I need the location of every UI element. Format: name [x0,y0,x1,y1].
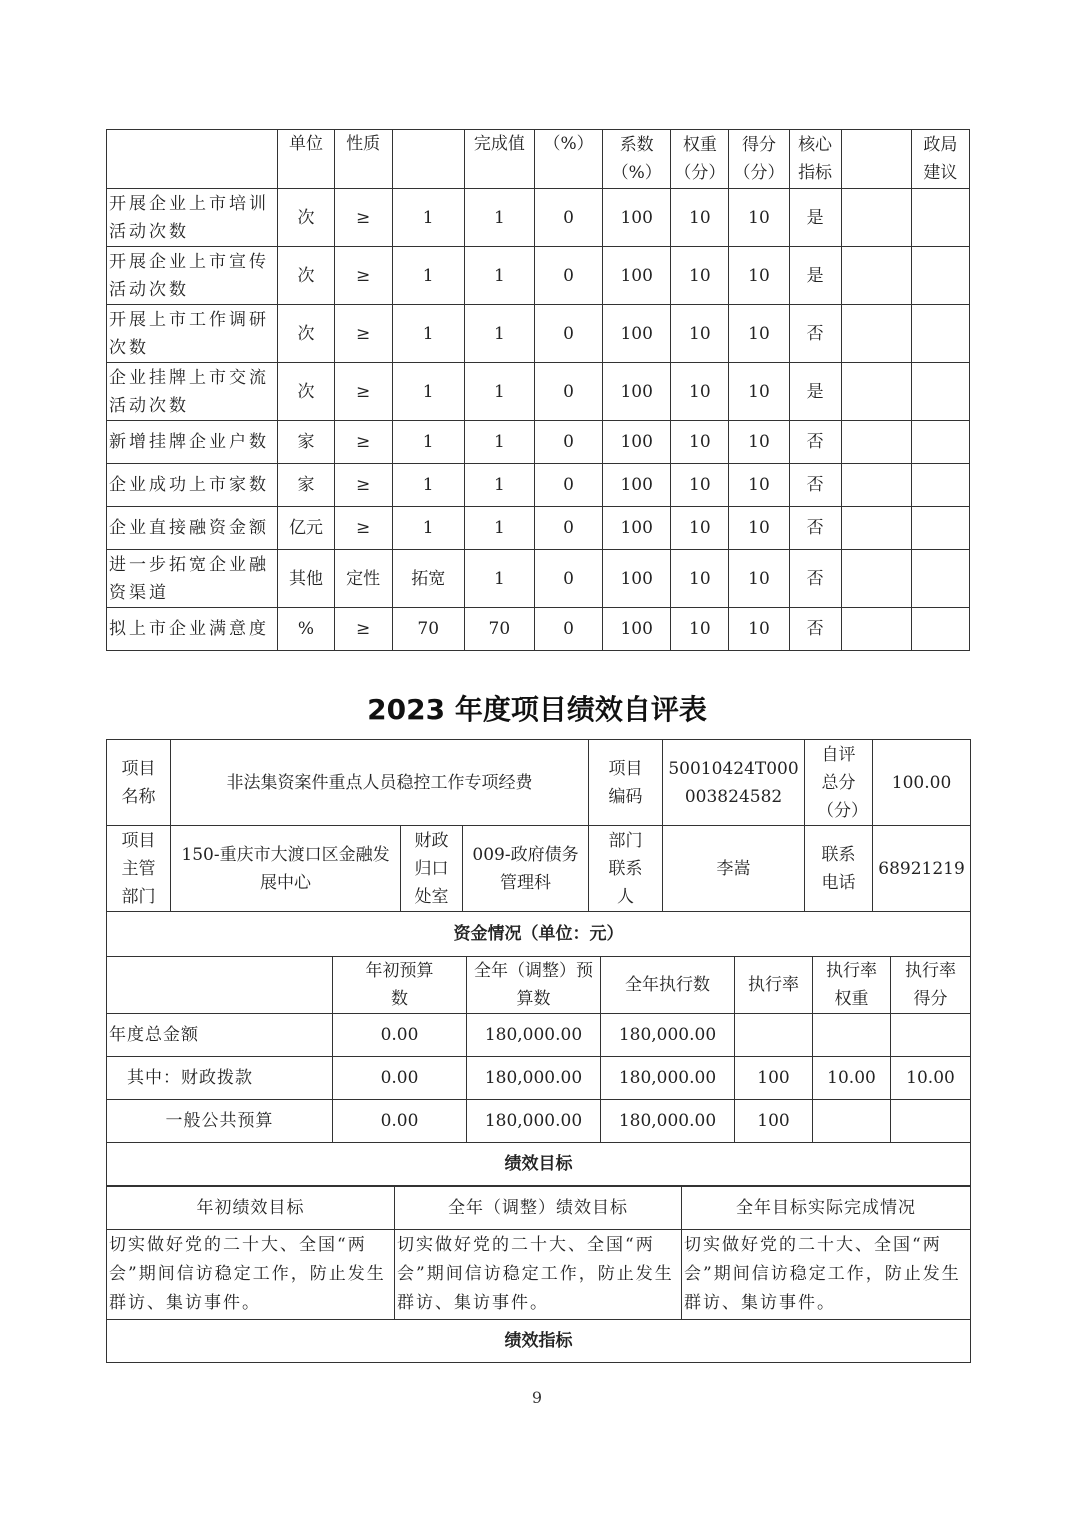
header-advice [911,130,969,189]
empty-cell [911,363,969,421]
unit-cell: 次 [278,189,334,247]
deviation-cell: 0 [534,189,602,247]
core-cell: 否 [789,550,841,608]
indicator-row [107,550,970,608]
weight-cell: 10 [671,363,729,421]
indicator-rows [107,189,970,651]
dept-label: 项目主管部门 [107,826,171,912]
indicator-table [106,129,970,651]
funds-executed: 180,000.00 [601,1100,735,1143]
header-weight-line2: （分） [674,163,726,183]
header-unit: 单位 [278,130,334,189]
goals-header: 全年（调整）绩效目标 [395,1187,682,1230]
indicator-row [107,189,970,247]
page-number: 9 [531,1388,543,1407]
funds-adjusted: 180,000.00 [467,1057,601,1100]
core-cell: 是 [789,247,841,305]
header-pct: （%） [534,130,602,189]
header-cell [392,130,464,189]
goals-header: 年初绩效目标 [107,1187,395,1230]
coef-cell: 100 [603,305,671,363]
empty-cell [911,189,969,247]
empty-cell [911,550,969,608]
score-cell: 10 [729,363,789,421]
indicator-row [107,507,970,550]
funds-weight [813,1100,891,1143]
nature-cell: ≥ [334,421,392,464]
header-nature: 性质 [334,130,392,189]
funds-table [106,956,971,1186]
funds-header: 年初预算数 [333,957,467,1014]
empty-cell [911,421,969,464]
unit-cell: 次 [278,363,334,421]
empty-cell [911,247,969,305]
office-value: 009-政府债务管理科 [463,826,589,912]
funds-adjusted: 180,000.00 [467,1014,601,1057]
empty-cell [841,305,911,363]
indicators-section-title: 绩效指标 [107,1320,971,1363]
funds-weight [813,1014,891,1057]
nature-cell: ≥ [334,507,392,550]
weight-cell: 10 [671,247,729,305]
core-cell: 否 [789,305,841,363]
indicator-header-row [107,130,970,189]
dept-value: 150-重庆市大渡口区金融发展中心 [171,826,401,912]
funds-init: 0.00 [333,1014,467,1057]
nature-cell: ≥ [334,464,392,507]
goals-section-title: 绩效目标 [107,1143,971,1186]
core-cell: 否 [789,608,841,651]
target-cell: 1 [392,189,464,247]
indicator-name: 开展企业上市宣传活动次数 [107,247,278,305]
target-cell: 70 [392,608,464,651]
header-coef-line2: （%） [611,163,662,183]
indicator-name: 开展上市工作调研次数 [107,305,278,363]
self-score-value: 100.00 [873,740,971,826]
weight-cell: 10 [671,608,729,651]
unit-cell: 家 [278,421,334,464]
core-cell: 否 [789,421,841,464]
funds-score [891,1014,971,1057]
core-cell: 是 [789,189,841,247]
funds-init: 0.00 [333,1057,467,1100]
phone-label: 联系电话 [805,826,873,912]
funds-section-title: 资金情况（单位：元） [107,912,971,957]
goal-actual-text: 切实做好党的二十大、全国“两会”期间信访稳定工作，防止发生群访、集访事件。 [682,1230,971,1320]
done-cell: 1 [464,550,534,608]
header-done: 完成值 [464,130,534,189]
coef-cell: 100 [603,189,671,247]
nature-cell: ≥ [334,363,392,421]
funds-adjusted: 180,000.00 [467,1100,601,1143]
coef-cell: 100 [603,464,671,507]
header-cell [107,130,278,189]
deviation-cell: 0 [534,363,602,421]
indicator-row [107,608,970,651]
office-label: 财政归口处室 [401,826,463,912]
coef-cell: 100 [603,363,671,421]
coef-cell: 100 [603,247,671,305]
weight-cell: 10 [671,550,729,608]
indicator-row [107,421,970,464]
goals-table [106,1186,971,1363]
deviation-cell: 0 [534,464,602,507]
weight-cell: 10 [671,464,729,507]
done-cell: 1 [464,507,534,550]
empty-cell [841,608,911,651]
empty-cell [841,507,911,550]
score-cell: 10 [729,305,789,363]
empty-cell [841,189,911,247]
project-name-label: 项目名称 [107,740,171,826]
funds-init: 0.00 [333,1100,467,1143]
goal-adjusted-text: 切实做好党的二十大、全国“两会”期间信访稳定工作，防止发生群访、集访事件。 [395,1230,682,1320]
done-cell: 1 [464,464,534,507]
unit-cell: % [278,608,334,651]
indicator-row [107,464,970,507]
deviation-cell: 0 [534,550,602,608]
header-score-line2: （分） [733,163,785,183]
header-advice-line2: 建议 [923,163,958,183]
target-cell: 1 [392,464,464,507]
indicator-name: 进一步拓宽企业融资渠道 [107,550,278,608]
weight-cell: 10 [671,507,729,550]
score-cell: 10 [729,608,789,651]
coef-cell: 100 [603,507,671,550]
project-code-label: 项目编码 [589,740,663,826]
empty-cell [911,608,969,651]
score-cell: 10 [729,247,789,305]
weight-cell: 10 [671,189,729,247]
unit-cell: 次 [278,247,334,305]
funds-row-label: 一般公共预算 [107,1100,333,1143]
funds-header [107,957,333,1014]
target-cell: 1 [392,305,464,363]
deviation-cell: 0 [534,608,602,651]
unit-cell: 家 [278,464,334,507]
coef-cell: 100 [603,608,671,651]
weight-cell: 10 [671,305,729,363]
funds-score [891,1100,971,1143]
deviation-cell: 0 [534,247,602,305]
contact-label: 部门联系人 [589,826,663,912]
empty-cell [841,247,911,305]
header-score-line1: 得分 [741,135,776,155]
core-cell: 否 [789,507,841,550]
header-core-line1: 核心 [798,135,833,155]
done-cell: 1 [464,363,534,421]
self-score-label: 自评总分（分） [805,740,873,826]
score-cell: 10 [729,189,789,247]
nature-cell: ≥ [334,305,392,363]
empty-cell [911,464,969,507]
nature-cell: ≥ [334,608,392,651]
funds-weight: 10.00 [813,1057,891,1100]
target-cell: 拓宽 [392,550,464,608]
goal-initial-text: 切实做好党的二十大、全国“两会”期间信访稳定工作，防止发生群访、集访事件。 [107,1230,395,1320]
funds-executed: 180,000.00 [601,1057,735,1100]
funds-header: 全年（调整）预算数 [467,957,601,1014]
nature-cell: 定性 [334,550,392,608]
phone-value: 68921219 [873,826,971,912]
deviation-cell: 0 [534,305,602,363]
done-cell: 70 [464,608,534,651]
score-cell: 10 [729,464,789,507]
header-core-line2: 指标 [798,163,833,183]
deviation-cell: 0 [534,421,602,464]
core-cell: 否 [789,464,841,507]
score-cell: 10 [729,507,789,550]
done-cell: 1 [464,421,534,464]
score-cell: 10 [729,550,789,608]
header-coef-line1: 系数 [619,135,654,155]
unit-cell: 亿元 [278,507,334,550]
empty-cell [841,550,911,608]
coef-cell: 100 [603,550,671,608]
nature-cell: ≥ [334,247,392,305]
target-cell: 1 [392,421,464,464]
weight-cell: 10 [671,421,729,464]
indicator-name: 企业挂牌上市交流活动次数 [107,363,278,421]
indicator-name: 新增挂牌企业户数 [107,421,278,464]
empty-cell [841,363,911,421]
unit-cell: 其他 [278,550,334,608]
unit-cell: 次 [278,305,334,363]
goals-header: 全年目标实际完成情况 [682,1187,971,1230]
header-core [789,130,841,189]
funds-rate: 100 [735,1100,813,1143]
contact-value: 李嵩 [663,826,805,912]
indicator-name: 拟上市企业满意度 [107,608,278,651]
header-score [729,130,789,189]
header-cell [841,130,911,189]
score-cell: 10 [729,421,789,464]
target-cell: 1 [392,507,464,550]
empty-cell [911,507,969,550]
funds-header-row [107,957,971,1014]
funds-row-label: 年度总金额 [107,1014,333,1057]
indicator-name: 企业直接融资金额 [107,507,278,550]
funds-row [107,1057,971,1100]
empty-cell [841,421,911,464]
page-title: 2023 年度项目绩效自评表 [367,693,707,726]
empty-cell [911,305,969,363]
project-code-value: 50010424T000003824582 [663,740,805,826]
header-weight [671,130,729,189]
target-cell: 1 [392,247,464,305]
funds-rate: 100 [735,1057,813,1100]
funds-row [107,1100,971,1143]
done-cell: 1 [464,247,534,305]
indicator-row [107,247,970,305]
funds-score: 10.00 [891,1057,971,1100]
nature-cell: ≥ [334,189,392,247]
funds-header: 全年执行数 [601,957,735,1014]
target-cell: 1 [392,363,464,421]
funds-executed: 180,000.00 [601,1014,735,1057]
funds-header: 执行率得分 [891,957,971,1014]
project-info-table [106,739,971,957]
done-cell: 1 [464,305,534,363]
done-cell: 1 [464,189,534,247]
indicator-row [107,363,970,421]
funds-row-label: 其中：财政拨款 [107,1057,333,1100]
header-coef [603,130,671,189]
empty-cell [841,464,911,507]
indicator-row [107,305,970,363]
funds-row [107,1014,971,1057]
funds-header: 执行率 [735,957,813,1014]
deviation-cell: 0 [534,507,602,550]
indicator-name: 开展企业上市培训活动次数 [107,189,278,247]
coef-cell: 100 [603,421,671,464]
header-weight-line1: 权重 [682,135,717,155]
funds-header: 执行率权重 [813,957,891,1014]
header-advice-line1: 政局 [923,135,958,155]
indicator-name: 企业成功上市家数 [107,464,278,507]
project-name-value: 非法集资案件重点人员稳控工作专项经费 [171,740,589,826]
funds-rate [735,1014,813,1057]
core-cell: 是 [789,363,841,421]
